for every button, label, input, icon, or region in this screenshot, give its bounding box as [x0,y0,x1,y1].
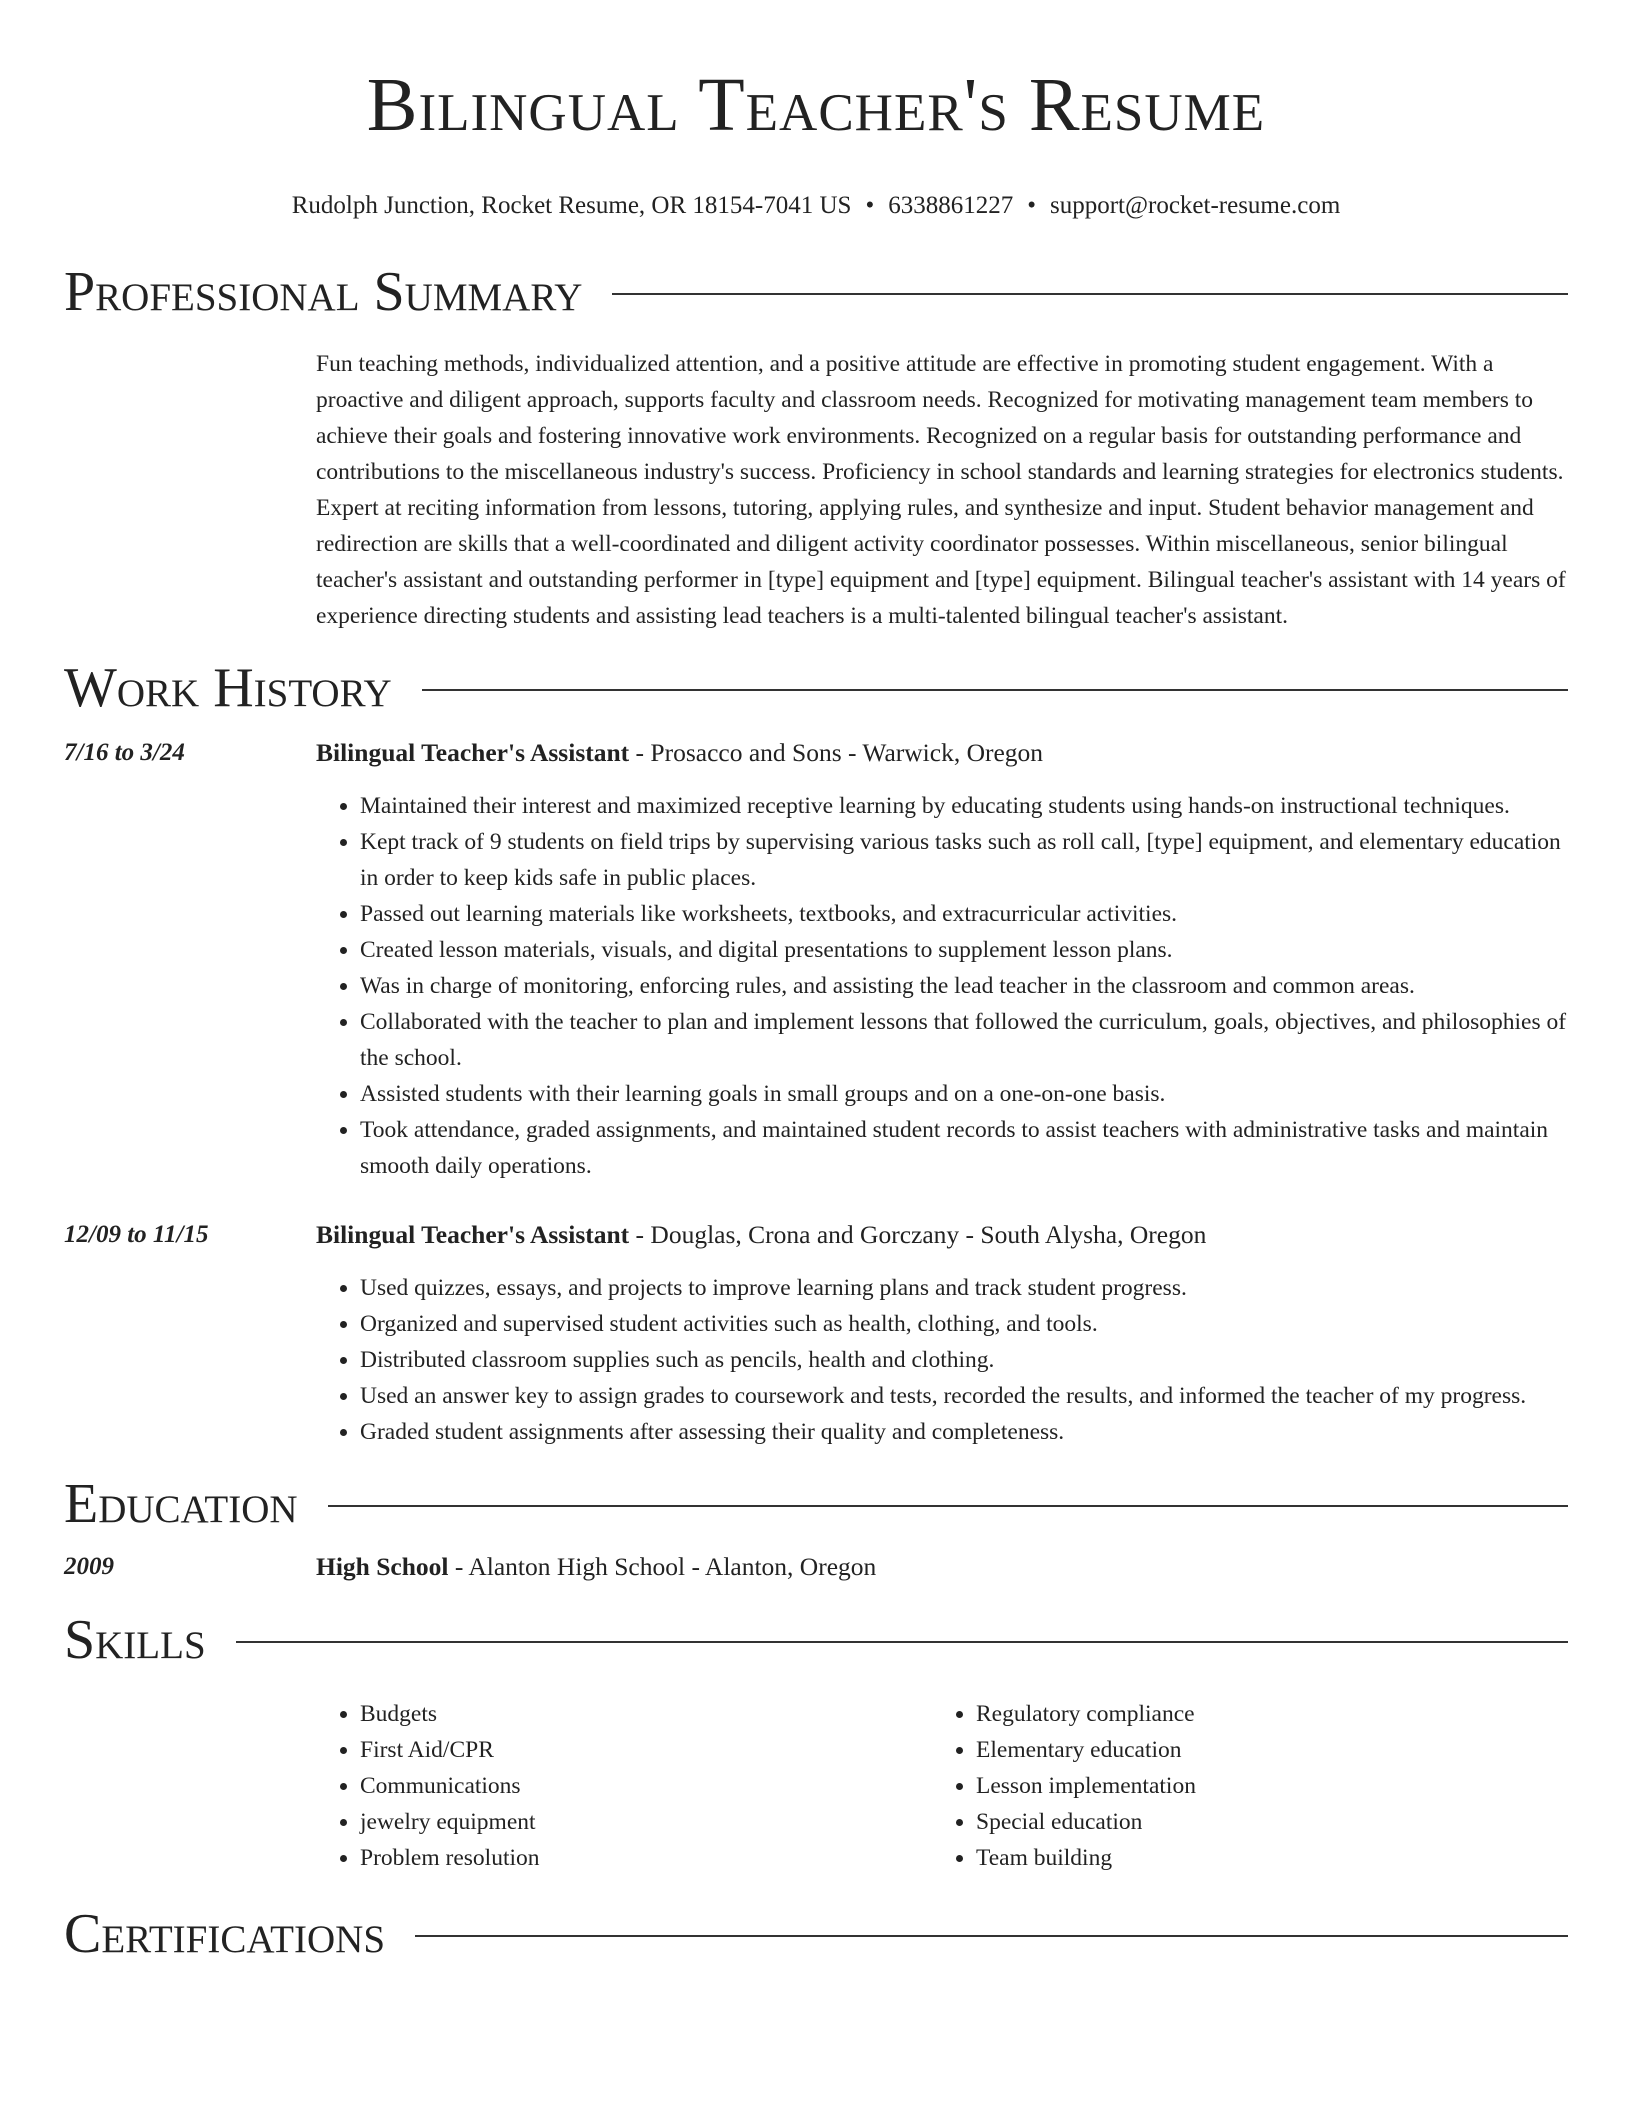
skill-item: • Elementary education [976,1732,1548,1768]
job-entry-2 [64,1218,1568,1450]
list-item: • Used quizzes, essays, and projects to improve learning plans and track student progress. [360,1270,1568,1306]
job-role [316,736,1568,770]
list-item: • Kept track of 9 students on field trips by supervising various tasks such as roll call, [type] equipment, and elementary education in order to keep kids safe in public places. [360,824,1568,896]
section-title-education: Education [64,1473,298,1535]
skill-item: • First Aid/CPR [360,1732,932,1768]
list-item: • Created lesson materials, visuals, and digital presentations to supplement lesson plans. [360,932,1568,968]
summary-text: Fun teaching methods, individualized attention, and a positive attitude are effective in promoting student engagement. With a proactive and diligent approach, supports faculty and classroom needs. Recognized for motivating management team members to achieve their goals and fostering innovative work environments. Recognized on a regular basis for outstanding performance and contributions to the miscellaneous industry's success. Proficiency in school standards and learning strategies for electronics students. Expert at reciting information from lessons, tutoring, applying rules, and synthesize and input. Student behavior management and redirection are skills that a well-coordinated and diligent activity coordinator possesses. Within miscellaneous, senior bilingual teacher's assistant and outstanding performer in [type] equipment and [type] equipment. Bilingual teacher's assistant with 14 years of experience directing students and assisting lead teachers is a multi-talented bilingual teacher's assistant. [316,351,1566,629]
section-title-work: Work History [64,657,392,719]
contact-separator: • [865,192,875,219]
section-title-certifications: Certifications [64,1903,386,1965]
job-bullets [316,1270,1568,1450]
skill-item: • Regulatory compliance [976,1696,1548,1732]
skills-column-right [932,1696,1548,1876]
skill-item: • Team building [976,1840,1548,1876]
list-item: • Was in charge of monitoring, enforcing rules, and assisting the lead teacher in the classroom and common areas. [360,968,1568,1004]
education-body [316,1550,1568,1584]
contact-separator: • [1027,192,1036,219]
list-item: • Collaborated with the teacher to plan and implement lessons that followed the curriculum, goals, objectives, and philosophies of the school. [360,1004,1568,1076]
list-item: • Took attendance, graded assignments, and maintained student records to assist teachers with administrative tasks and maintain smooth daily operations. [360,1112,1568,1184]
skill-item: • Budgets [360,1696,932,1732]
skills-list [64,1696,1568,1876]
skill-item: • Lesson implementation [976,1768,1548,1804]
list-item: • Passed out learning materials like worksheets, textbooks, and extracurricular activities. [360,896,1568,932]
job-details: - Douglas, Crona and Gorczany - South Alysha, Oregon [629,1220,1207,1249]
job-bullets [316,788,1568,1184]
contact-line [64,190,1568,222]
job-date: 12/09 to 11/15 [64,1221,209,1248]
job-details: - Prosacco and Sons - Warwick, Oregon [629,738,1044,767]
job-title: Bilingual Teacher's Assistant [316,1220,630,1249]
education-role [316,1550,1568,1584]
skills-column-left [316,1696,932,1876]
section-rule [328,1505,1568,1507]
education-degree: High School [316,1552,449,1581]
list-item: • Distributed classroom supplies such as pencils, health and clothing. [360,1342,1568,1378]
education-details: - Alanton High School - Alanton, Oregon [448,1552,877,1581]
skill-item: • Communications [360,1768,932,1804]
resume-title: Bilingual Teacher's Resume [366,63,1266,147]
section-header-skills [64,1608,1568,1672]
list-item: • Graded student assignments after assessing their quality and completeness. [360,1414,1568,1450]
contact-address: Rudolph Junction, Rocket Resume, OR 18154-7041 US [291,192,852,219]
education-date: 2009 [64,1553,114,1580]
section-rule [422,689,1568,691]
skill-item: • jewelry equipment [360,1804,932,1840]
job-body [316,736,1568,1184]
section-header-work [64,656,1568,720]
skill-item: • Problem resolution [360,1840,932,1876]
skill-item: • Special education [976,1804,1548,1840]
job-date: 7/16 to 3/24 [64,739,185,766]
section-header-summary [64,260,1568,324]
job-entry-1 [64,736,1568,1184]
list-item: • Used an answer key to assign grades to coursework and tests, recorded the results, and informed the teacher of my progress. [360,1378,1568,1414]
section-rule [415,1935,1568,1937]
education-entry [64,1550,1568,1584]
job-title: Bilingual Teacher's Assistant [316,738,630,767]
list-item: • Assisted students with their learning goals in small groups and on a one-on-one basis. [360,1076,1568,1112]
list-item: • Organized and supervised student activities such as health, clothing, and tools. [360,1306,1568,1342]
section-rule [236,1641,1568,1643]
job-body [316,1218,1568,1450]
contact-phone: 6338861227 [888,192,1014,219]
section-header-education [64,1472,1568,1536]
section-title-summary: Professional Summary [64,261,583,323]
contact-email[interactable]: support@rocket-resume.com [1049,192,1341,219]
section-header-certifications [64,1902,1568,1966]
section-title-skills: Skills [64,1609,206,1671]
list-item: • Maintained their interest and maximized receptive learning by educating students using hands-on instructional techniques. [360,788,1568,824]
section-rule [612,293,1568,295]
job-role [316,1218,1568,1252]
